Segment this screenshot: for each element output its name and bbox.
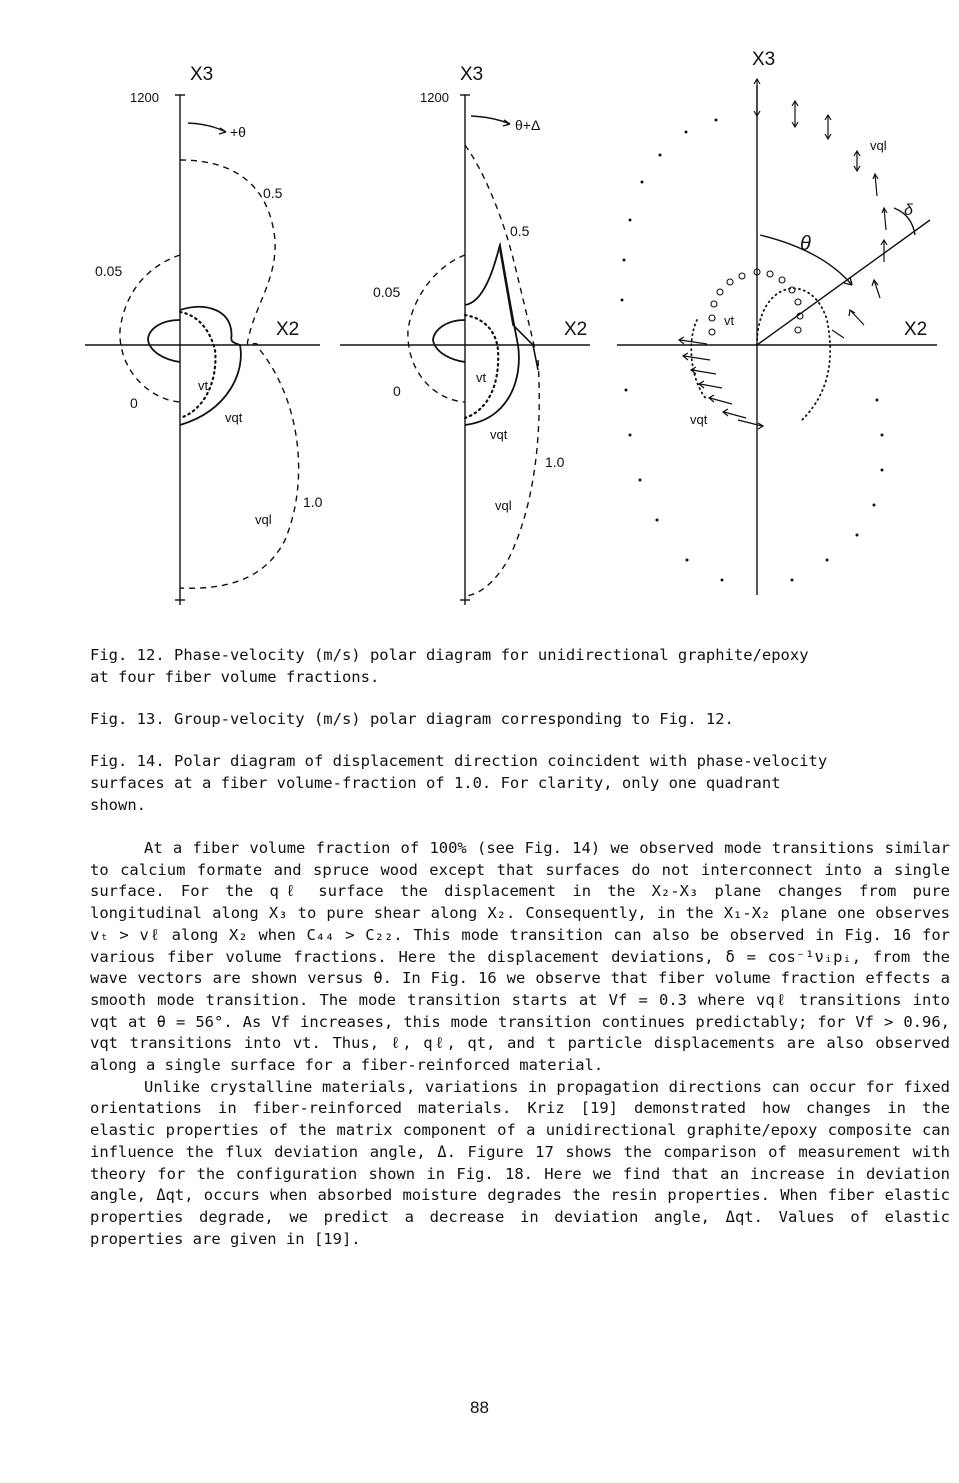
fig14-delta-label: δ xyxy=(904,202,913,219)
fig13-label-05: 0.5 xyxy=(510,223,530,239)
fig12-x3-label: X3 xyxy=(190,64,214,85)
fig13-scale-label: 1200 xyxy=(420,90,449,105)
fig13-polar-diagram xyxy=(338,40,598,610)
fig12-scale-label: 1200 xyxy=(130,90,159,105)
fig13-x3-label: X3 xyxy=(460,64,484,85)
fig13-inner-loop xyxy=(433,320,465,362)
fig14-polar-diagram xyxy=(612,40,942,610)
fig12-label-0: 0 xyxy=(130,395,138,411)
body-text xyxy=(90,838,950,1250)
fig13-label-0: 0 xyxy=(393,383,401,399)
fig14-vqt-label: vqt xyxy=(690,412,708,427)
fig12-vt-curve xyxy=(180,312,215,418)
caption-fig14: Fig. 14. Polar diagram of displacement direction coincident with phase-velocity surfaces at a fiber volume-fraction of 1.0. For clarity, only one quadrant shown. xyxy=(90,752,828,814)
fig14-theta-label: θ xyxy=(800,233,811,255)
fig14-vt-label: vt xyxy=(724,313,735,328)
caption-fig12: Fig. 12. Phase-velocity (m/s) polar diagram for unidirectional graphite/epoxy at four fiber volume fractions. xyxy=(90,646,809,686)
fig12-label-10: 1.0 xyxy=(303,494,323,510)
fig13-vt-label: vt xyxy=(476,370,487,385)
fig14-x3-label: X3 xyxy=(752,49,776,70)
fig13-contour-1.0 xyxy=(465,360,539,596)
fig13-vt-curve xyxy=(465,315,498,418)
fig14-outer-dots xyxy=(621,119,884,582)
fig13-vql-label: vql xyxy=(495,498,512,513)
fig13-label-10: 1.0 xyxy=(545,454,565,470)
figure-captions xyxy=(90,644,950,836)
figures-row xyxy=(0,40,959,620)
fig14-vql-dotted xyxy=(757,288,830,420)
fig13-contour-0.05 xyxy=(408,255,465,402)
fig12-vql-label: vql xyxy=(255,512,272,527)
fig13-label-005: 0.05 xyxy=(373,284,401,300)
fig14-x2-label: X2 xyxy=(904,319,928,340)
fig12-label-005: 0.05 xyxy=(95,263,123,279)
fig14-displacement-arrows xyxy=(679,79,887,429)
fig12-polar-diagram xyxy=(80,40,330,610)
paragraph-1: At a fiber volume fraction of 100% (see Fig. 14) we observed mode transitions similar to calcium formate and spruce wood except that surfaces do not interconnect into a single surface. For the qℓ surface the displacement in the X₂-X₃ plane changes from pure longitudinal along X₃ to pure shear along X₂. Consequently, in the X₁-X₂ plane one observes vₜ > vℓ along X₂ when C₄₄ > C₂₂. This mode transition can also be observed in Fig. 16 for various fiber volume fractions. Here the displacement deviations, δ = cos⁻¹νᵢpᵢ, from the wave vectors are shown versus θ. In Fig. 16 we observe that fiber volume fraction effects a smooth mode transition. The mode transition starts at Vf = 0.3 where vqℓ transitions into vqt at θ = 56°. As Vf increases, this mode transition continues predictably; for Vf > 0.96, vqt transitions into vt. Thus, ℓ, qℓ, qt, and t particle displacements are also observed along a single surface for a fiber-reinforced material. xyxy=(90,839,950,1075)
fig12-contour-0.5 xyxy=(180,160,275,345)
caption-fig13: Fig. 13. Group-velocity (m/s) polar diagram corresponding to Fig. 12. xyxy=(90,710,734,728)
paragraph-2: Unlike crystalline materials, variations in propagation directions can occur for fixed orientations in fiber-reinforced materials. Kriz [19] demonstrated how changes in the elastic properties of the matrix component of a unidirectional graphite/epoxy composite can influence the flux deviation angle, Δ. Figure 17 shows the comparison of measurement with theory for the configuration shown in Fig. 18. Here we find that an increase in deviation angle, Δqt, occurs when absorbed moisture degrades the resin properties. When fiber elastic properties degrade, we predict a decrease in deviation angle, Δqt. Values of elastic properties are given in [19]. xyxy=(90,1077,950,1248)
fig12-vqt-curve xyxy=(180,307,241,425)
fig13-vqt-curve xyxy=(465,245,519,425)
fig13-x2-label: X2 xyxy=(564,319,588,340)
page-number: 88 xyxy=(470,1398,489,1417)
fig12-x2-label: X2 xyxy=(276,319,300,340)
fig14-vql-label: vql xyxy=(870,138,887,153)
fig13-angle-label: θ+Δ xyxy=(515,117,541,133)
fig12-vt-label: vt xyxy=(198,378,209,393)
fig12-contour-0.05 xyxy=(120,255,180,402)
fig12-vqt-label: vqt xyxy=(225,410,243,425)
fig12-inner-loop xyxy=(148,320,180,362)
fig13-vqt-label: vqt xyxy=(490,427,508,442)
fig12-label-05: 0.5 xyxy=(263,185,283,201)
fig12-angle-label: +θ xyxy=(230,124,246,140)
